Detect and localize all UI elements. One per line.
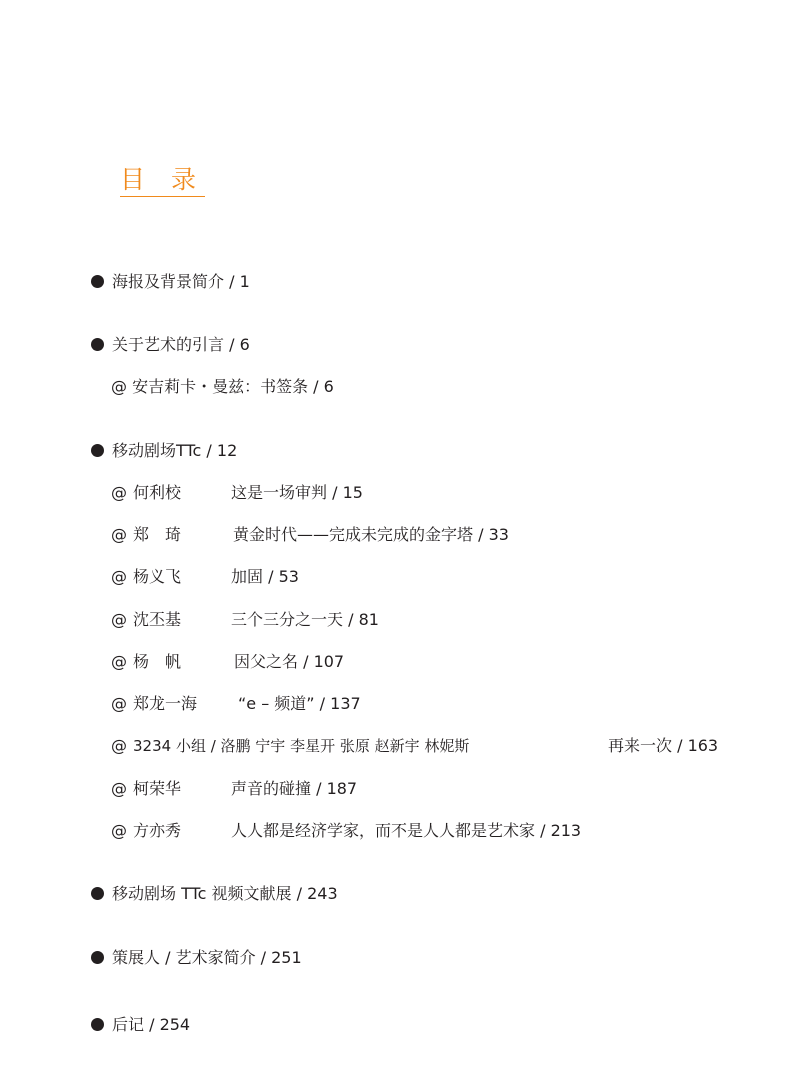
work-title: 三个三分之一天 / 81	[231, 610, 379, 629]
toc-section-video[interactable]	[91, 884, 338, 904]
work-title: “e – 频道” / 137	[238, 694, 361, 713]
at-icon: @	[111, 694, 127, 713]
toc-section-afterword[interactable]	[91, 1015, 190, 1035]
work-title: 加固 / 53	[231, 567, 299, 586]
toc-section-label: 策展人 / 艺术家简介 / 251	[112, 948, 302, 967]
at-icon: @	[111, 610, 127, 629]
bullet-icon	[91, 1018, 104, 1031]
work-title: 声音的碰撞 / 187	[231, 779, 358, 798]
bullet-icon	[91, 444, 104, 457]
toc-entry-7[interactable]	[111, 736, 719, 756]
toc-entry-5[interactable]	[111, 652, 345, 672]
toc-entry-6[interactable]	[111, 694, 361, 714]
toc-entry-9[interactable]	[111, 821, 582, 841]
at-icon: @	[111, 779, 127, 798]
bullet-icon	[91, 887, 104, 900]
work-title: 人人都是经济学家，而不是人人都是艺术家 / 213	[231, 821, 582, 840]
toc-entry-3[interactable]	[111, 567, 299, 587]
toc-section-curators[interactable]	[91, 948, 302, 968]
at-icon: @	[111, 525, 127, 544]
toc-entry-1[interactable]	[111, 483, 363, 503]
toc-entry-bookmark[interactable]	[111, 377, 334, 397]
at-icon: @	[111, 652, 127, 671]
bullet-icon	[91, 275, 104, 288]
toc-section-label: 移动剧场 TTc 视频文献展 / 243	[112, 884, 338, 903]
toc-section-label: 关于艺术的引言 / 6	[112, 335, 250, 354]
page-title: 目 录	[120, 166, 205, 197]
artist-name: 沈丕基	[133, 610, 182, 629]
artist-name: 方亦秀	[133, 821, 182, 840]
artist-name: 郑龙一海	[133, 694, 198, 713]
toc-section-label: 后记 / 254	[112, 1015, 191, 1034]
toc-section-label: 移动剧场TTc / 12	[112, 441, 238, 460]
toc-entry-2[interactable]	[111, 525, 509, 545]
at-icon: @	[111, 483, 127, 502]
artist-name: 杨 帆	[133, 652, 182, 671]
work-title: 黄金时代——完成未完成的金字塔 / 33	[233, 525, 509, 544]
toc-section-ttc[interactable]	[91, 441, 237, 461]
artist-name: 柯荣华	[133, 779, 182, 798]
toc-section-label: 海报及背景简介 / 1	[112, 272, 250, 291]
toc-entry-4[interactable]	[111, 610, 379, 630]
artist-name: 何利校	[133, 483, 182, 502]
toc-section-poster[interactable]	[91, 272, 250, 292]
bullet-icon	[91, 951, 104, 964]
work-title: 这是一场审判 / 15	[231, 483, 363, 502]
at-icon: @	[111, 567, 127, 586]
work-title: 因父之名 / 107	[234, 652, 345, 671]
bullet-icon	[91, 338, 104, 351]
work-title: 再来一次 / 163	[608, 736, 719, 755]
artist-name: 郑 琦	[133, 525, 182, 544]
toc-entry-label: @ 安吉莉卡・曼兹：书签条 / 6	[111, 377, 334, 396]
at-icon: @	[111, 821, 127, 840]
artist-name: 杨义飞	[133, 567, 182, 586]
toc-entry-8[interactable]	[111, 779, 358, 799]
artist-name: 3234 小组 / 洛鹏 宁宇 李星开 张原 赵新宇 林妮斯	[133, 737, 470, 755]
at-icon: @	[111, 736, 127, 755]
toc-section-quotes[interactable]	[91, 335, 250, 355]
